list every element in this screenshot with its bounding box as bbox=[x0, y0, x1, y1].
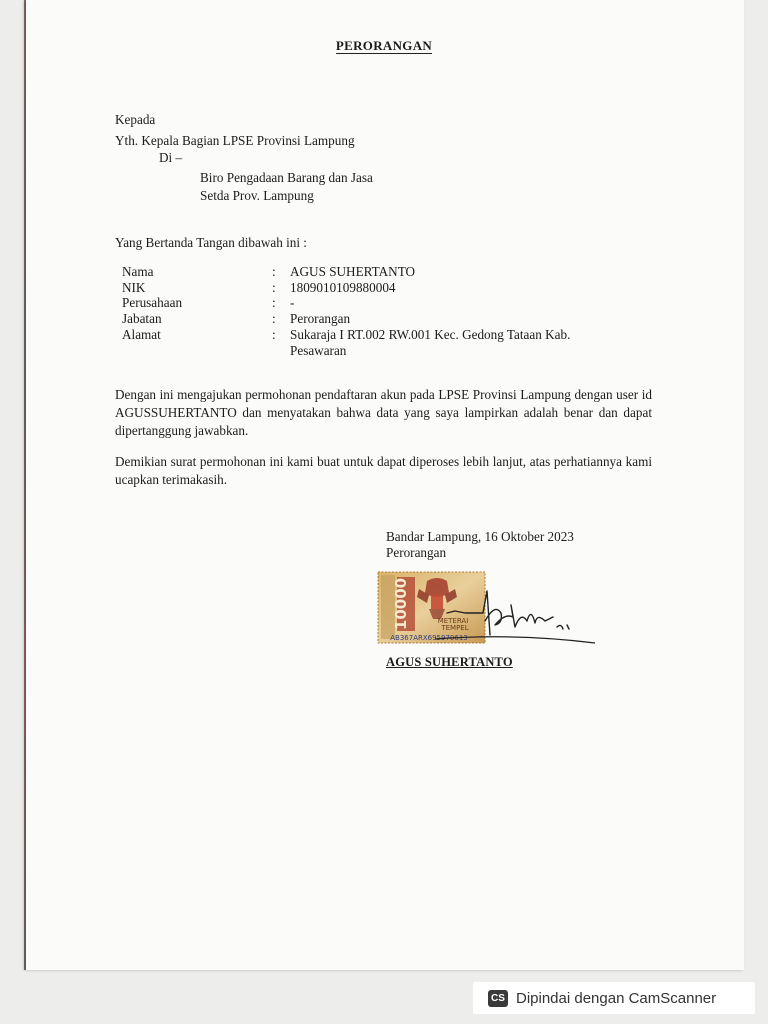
camscanner-label: Dipindai dengan CamScanner bbox=[516, 989, 717, 1007]
stamp-value: 10000 bbox=[392, 577, 410, 631]
field-value-nama: AGUS SUHERTANTO bbox=[290, 264, 416, 279]
recipient-line-3: Di – bbox=[159, 150, 183, 165]
stamp-label-2: TEMPEL bbox=[441, 624, 469, 632]
field-sep: : bbox=[272, 264, 276, 279]
field-label-jabatan: Jabatan bbox=[122, 311, 162, 326]
field-label-alamat: Alamat bbox=[122, 327, 161, 342]
document-title: PERORANGAN bbox=[335, 38, 433, 53]
signer-name: AGUS SUHERTANTO bbox=[386, 655, 513, 669]
recipient-line-2: Yth. Kepala Bagian LPSE Provinsi Lampung bbox=[115, 133, 355, 148]
field-value-nik: 1809010109880004 bbox=[290, 280, 396, 295]
field-label-perusahaan: Perusahaan bbox=[122, 295, 183, 310]
camscanner-logo-icon: CS bbox=[488, 990, 508, 1007]
place-date: Bandar Lampung, 16 Oktober 2023 bbox=[386, 529, 574, 544]
field-sep: : bbox=[272, 280, 276, 295]
field-value-alamat-2: Pesawaran bbox=[290, 343, 347, 358]
stamp-label-1: METERAI bbox=[437, 617, 469, 625]
recipient-line-5: Setda Prov. Lampung bbox=[200, 188, 314, 203]
stamp-serial: AB367ARX695970613 bbox=[390, 634, 468, 642]
handwritten-signature bbox=[395, 583, 605, 653]
intro-text: Yang Bertanda Tangan dibawah ini : bbox=[115, 235, 307, 250]
signer-role: Perorangan bbox=[386, 545, 447, 560]
field-sep: : bbox=[272, 327, 276, 342]
field-value-perusahaan: - bbox=[290, 295, 295, 310]
field-sep: : bbox=[272, 295, 276, 310]
field-label-nama: Nama bbox=[122, 264, 154, 279]
field-label-nik: NIK bbox=[122, 280, 146, 295]
field-value-alamat: Sukaraja I RT.002 RW.001 Kec. Gedong Tataan Kab. bbox=[290, 327, 571, 342]
field-value-jabatan: Perorangan bbox=[290, 311, 351, 326]
recipient-line-4: Biro Pengadaan Barang dan Jasa bbox=[200, 170, 373, 185]
recipient-line-1: Kepada bbox=[115, 112, 156, 127]
camscanner-watermark bbox=[473, 982, 755, 1014]
field-sep: : bbox=[272, 311, 276, 326]
body-paragraph-1: Dengan ini mengajukan permohonan pendaftaran akun pada LPSE Provinsi Lampung dengan user id AGUSSUHERTANTO dan menyatakan bahwa data yang saya lampirkan adalah benar dan dapat dipertanggung jawabkan. bbox=[115, 387, 652, 438]
body-paragraph-2: Demikian surat permohonan ini kami buat untuk dapat diperoses lebih lanjut, atas perhatiannya kami ucapkan terimakasih. bbox=[115, 454, 652, 487]
